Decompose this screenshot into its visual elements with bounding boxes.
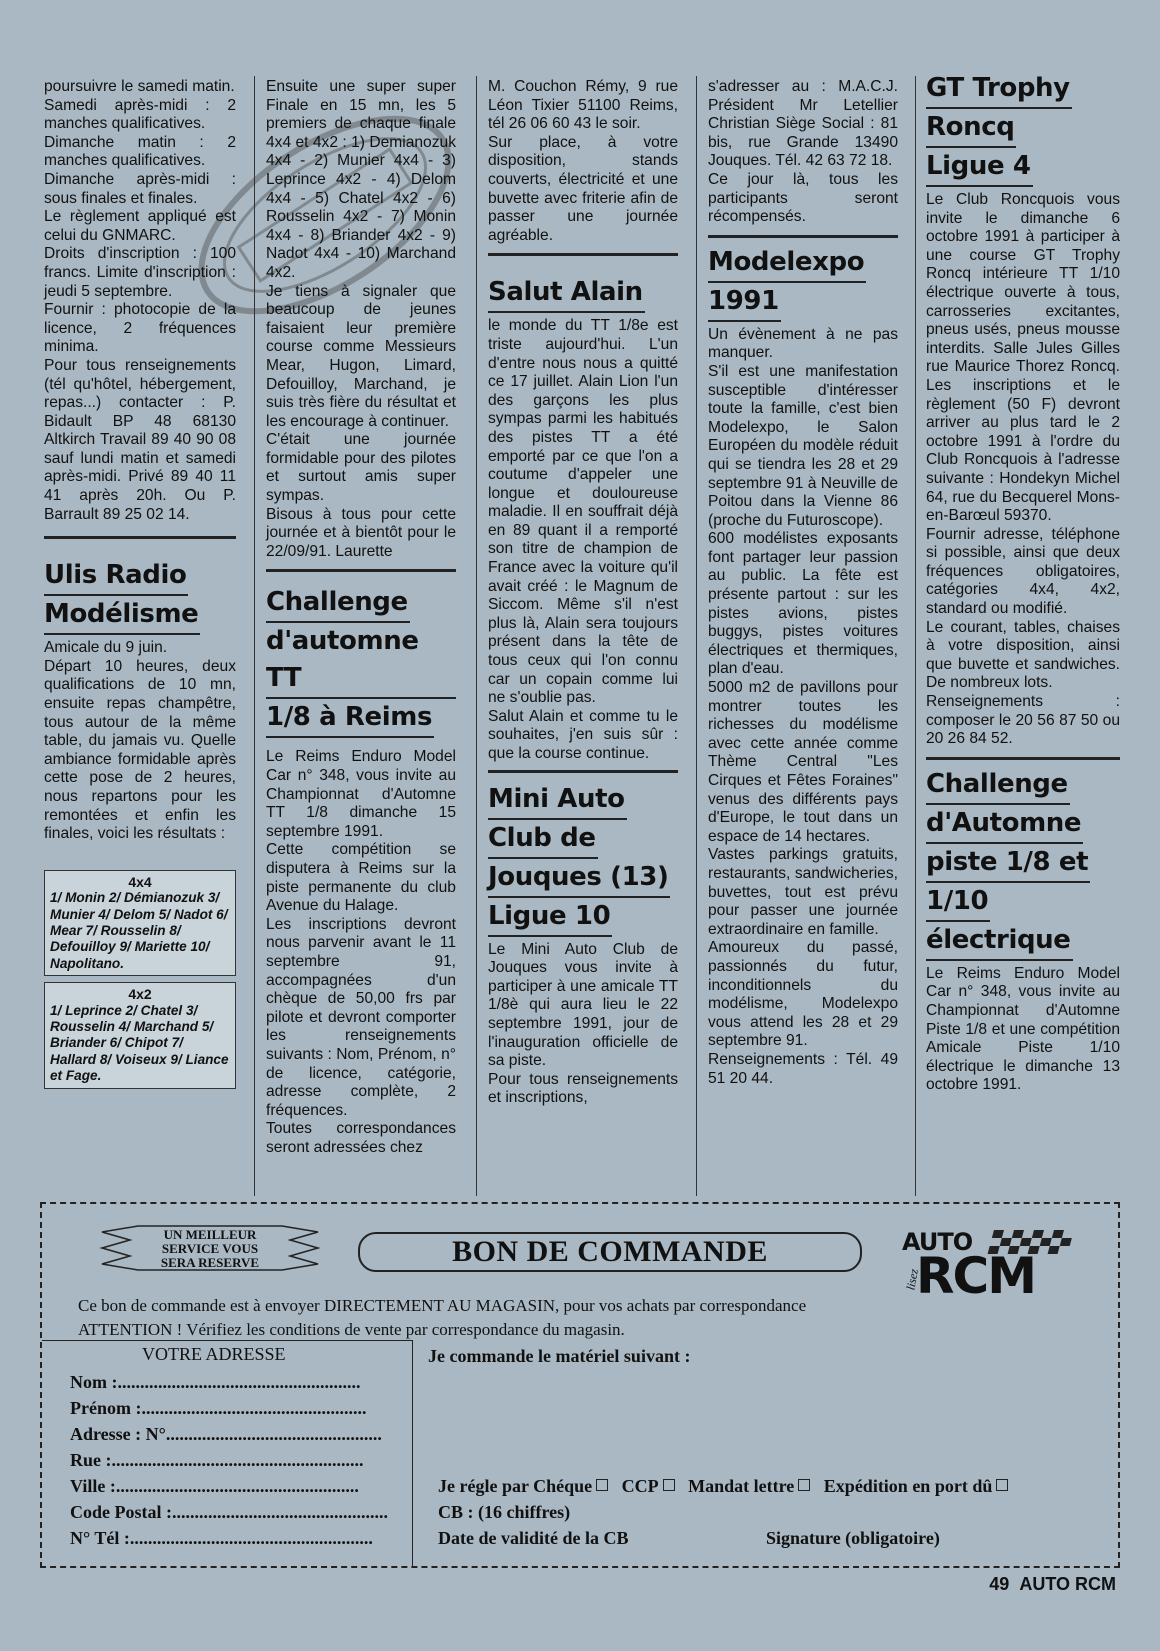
article-heading: Modelexpo 1991 [708, 244, 898, 322]
column-rule [476, 76, 477, 1196]
field-telephone[interactable]: N° Tél :...................................................... [70, 1528, 373, 1548]
service-banner: UN MEILLEUR SERVICE VOUS SERA RESERVE [98, 1222, 322, 1274]
field-rue[interactable]: Rue :........................................................ [70, 1450, 364, 1470]
cb-validity-field[interactable]: Date de validité de la CB [438, 1528, 629, 1548]
cheque-checkbox[interactable] [596, 1479, 608, 1491]
column-5 [926, 70, 1120, 1095]
paragraph: Dimanche après-midi : sous finales et finales. [44, 170, 236, 207]
mandat-checkbox[interactable] [798, 1479, 810, 1491]
paragraph: Les inscriptions devront nous parvenir avant le 11 septembre 91, accompagnées d'un chèque de 50,00 frs par pilote et devront comporter les renseignements suivants : Nom, Prénom, n° de licence, catégorie, adresse complète, 2 fréquences. [266, 915, 456, 1119]
order-form-title: BON DE COMMANDE [358, 1232, 862, 1272]
paragraph: Fournir : photocopie de la licence, 2 fréquences minima. [44, 301, 236, 356]
section-rule [926, 757, 1120, 760]
paragraph: Pour tous renseignements et inscriptions, [488, 1070, 678, 1107]
paragraph: Le Reims Enduro Model Car n° 348, vous invite au Championnat d'Automne TT 1/8 dimanche 15 septembre 1991. [266, 748, 456, 840]
paragraph: Bisous à tous pour cette journée et à bientôt pour le 22/09/91. Laurette [266, 505, 456, 560]
article-heading: Salut Alain [488, 274, 678, 313]
paragraph: poursuivre le samedi matin. [44, 78, 235, 95]
section-rule [708, 235, 898, 238]
results-box-4x2: 4x2 1/ Leprince 2/ Chatel 3/ Rousselin 4/ Marchand 5/ Briander 6/ Chipot 7/ Hallard 8/ Voiseux 9/ Liance et Fage. [44, 982, 236, 1088]
auto-rcm-logo: AUTO lisez RCM [902, 1224, 1102, 1304]
column-2 [266, 78, 456, 1158]
results-box-4x4: 4x4 1/ Monin 2/ Démianozuk 3/ Munier 4/ Delom 5/ Nadot 6/ Mear 7/ Rousselin 8/ Defouilloy 9/ Mariette 10/ Napolitano. [44, 870, 236, 976]
paragraph: C'était une journée formidable pour des pilotes et surtout amis super sympas. [266, 431, 456, 505]
order-form [40, 1202, 1120, 1568]
address-title: VOTRE ADRESSE [142, 1344, 286, 1364]
payment-options: Je régle par Chéque CCP Mandat lettre Expédition en port dû [438, 1476, 1008, 1497]
paragraph: Ensuite une super super Finale en 15 mn, les 5 premiers de chaque finale 4x4 et 4x2 : 1) Demianozuk 4x4 - 2) Munier 4x4 - 3) Leprince 4x2 - 4) Delom 4x4 - 5) Chatel 4x2 - 6) Rousselin 4x2 - 7) Monin 4x4 - 8) Briander 4x2 - 9) Nadot 4x4 - 10) Marchand 4x2. [266, 78, 456, 281]
field-ville[interactable]: Ville :...................................................... [70, 1476, 359, 1496]
column-rule [915, 76, 916, 1196]
paragraph: Cette compétition se disputera à Reims sur la piste permanente du club Avenue du Halage. [266, 841, 456, 915]
column-rule [254, 76, 255, 1196]
paragraph: 600 modélistes exposants font partager leur passion au public. La fête est présente partout : sur les pistes avions, pistes buggys, pistes voitures électriques et thermiques, plan d'eau. [708, 530, 898, 678]
paragraph: le monde du TT 1/8e est triste aujourd'hui. L'un d'entre nous nous a quitté ce 17 juillet. Alain Lion l'un des garçons les plus sympas parmi les habitués des pistes TT a été emporté par ce que l'on a coutume d'appeler une longue et douloureuse maladie. Il en souffrait déjà en 89 quant il a remporté son titre de champion de France avec la voiture qu'il avait créé : le Magnum de Siccom. Même s'il n'est plus là, Alain sera toujours présent dans la tête de tous ceux qui l'on connu car un copain comme lui ne s'oublie pas. [488, 317, 678, 707]
paragraph: Le Mini Auto Club de Jouques vous invite à participer à une amicale TT 1/8è qui aura lieu le 22 septembre 1991, jour de l'inauguration officielle de sa piste. [488, 940, 678, 1070]
signature-field[interactable]: Signature (obligatoire) [766, 1528, 940, 1548]
paragraph: Fournir adresse, téléphone si possible, ainsi que deux fréquences obligatoires, catégories 4x4, 4x2, standard ou modifié. [926, 525, 1120, 618]
paragraph: Un évènement à ne pas manquer. [708, 325, 898, 362]
article-heading: GT Trophy Roncq Ligue 4 [926, 70, 1120, 187]
paragraph: Le Reims Enduro Model Car n° 348, vous invite au Championnat d'Automne Piste 1/8 et une compétition Amicale Piste 1/10 électrique le dimanche 13 octobre 1991. [926, 964, 1120, 1094]
paragraph: Vastes parkings gratuits, restaurants, sandwicheries, buvettes, tout est prévu pour passer une journée extraordinaire en famille. [708, 846, 898, 938]
paragraph: S'il est une manifestation susceptible d'intéresser toute la famille, c'est bien Modelexpo, le Salon Européen du modèle réduit qui se tiendra les 28 et 29 septembre 91 à Neuville de Poitou dans la Vienne 86 (proche du Futuroscope). [708, 362, 898, 529]
section-rule [266, 569, 456, 572]
page-footer: 49 AUTO RCM [989, 1574, 1116, 1594]
paragraph: Le Club Roncquois vous invite le dimanche 6 octobre 1991 à participer à une course GT Trophy Roncq intérieure TT 1/10 électrique ouverte à tous, carrosseries excitantes, pneus usés, pneus mousse interdits. Salle Jules Gilles rue Maurice Thorez Roncq. Les inscriptions et le règlement (50 F) devront arriver au plus tard le 2 octobre 1991 à l'ordre du Club Roncquois à l'adresse suivante : Hondekyn Michel 64, rue du Becquerel Mons-en-Barœul 59370. [926, 191, 1120, 525]
section-rule [44, 536, 236, 539]
paragraph: Le règlement appliqué est celui du GNMARC. [44, 208, 236, 244]
paragraph: Amicale du 9 juin. [44, 639, 168, 657]
field-prenom[interactable]: Prénom :.................................................. [70, 1398, 367, 1418]
paragraph: Samedi après-midi : 2 manches qualificatives. [44, 96, 236, 133]
field-adresse[interactable]: Adresse : N°................................................ [70, 1424, 382, 1444]
paragraph: Sur place, à votre disposition, stands couverts, électricité et une buvette avec friterie afin de passer une journée agréable. [488, 133, 678, 244]
column-4 [708, 78, 898, 1088]
section-rule [488, 253, 678, 256]
field-nom[interactable]: Nom :...................................................... [70, 1372, 361, 1392]
order-form-intro: Ce bon de commande est à envoyer DIRECTEMENT AU MAGASIN, pour vos achats par correspondance ATTENTION ! Vérifiez les conditions de vente par correspondance du magasin. [78, 1296, 807, 1339]
paragraph: Je tiens à signaler que beaucoup de jeunes faisaient leur première course comme Messieurs Mear, Hugon, Limard, Defouilloy, Marchand, je suis très fière du résultat et les encourage à continuer. [266, 282, 456, 430]
article-heading: Challenge d'automne TT 1/8 à Reims [266, 584, 456, 738]
paragraph: Dimanche matin : 2 manches qualificatives. [44, 133, 236, 170]
paragraph: Départ 10 heures, deux qualifications de 10 mn, ensuite repas champêtre, tous autour de la même table, du jamais vu. Quelle ambiance formidable après cette pose de 2 heures, nous repartons pour les remontées et enfin les finales, voici les résultats : [44, 657, 236, 843]
column-1 [44, 78, 236, 1089]
article-heading: Mini Auto Club de Jouques (13) Ligue 10 [488, 781, 678, 937]
paragraph: Salut Alain et comme tu le souhaites, j'en suis sûr : que la course continue. [488, 707, 678, 762]
paragraph: Le courant, tables, chaises à votre disposition, ainsi que buvette et sandwiches. De nombreux lots. [926, 618, 1120, 692]
expedition-checkbox[interactable] [996, 1479, 1008, 1491]
column-3 [488, 78, 678, 1108]
paragraph: Toutes correspondances seront adressées chez [266, 1120, 456, 1156]
cb-number-field[interactable]: CB : (16 chiffres) [438, 1502, 571, 1522]
paragraph: Droits d'inscription : 100 francs. Limite d'inscription : jeudi 5 septembre. [44, 245, 236, 300]
field-code-postal[interactable]: Code Postal :................................................ [70, 1502, 388, 1522]
paragraph: M. Couchon Rémy, 9 rue Léon Tixier 51100 Reims, tél 26 06 60 43 le soir. [488, 78, 678, 133]
ccp-checkbox[interactable] [663, 1479, 675, 1491]
section-rule [488, 770, 678, 773]
paragraph: Ce jour là, tous les participants seront récompensés. [708, 170, 898, 226]
article-heading: Challenge d'Automne piste 1/8 et 1/10 électrique [926, 766, 1120, 961]
column-rule [696, 76, 697, 1196]
article-heading: Ulis Radio Modélisme [44, 557, 236, 635]
paragraph: s'adresser au : M.A.C.J. Président Mr Letellier Christian Siège Social : 81 bis, rue Grande 13490 Jouques. Tél. 42 63 72 18. [708, 78, 898, 170]
paragraph: Renseignements : composer le 20 56 87 50 ou 20 26 84 52. [926, 693, 1120, 748]
paragraph: 5000 m2 de pavillons pour montrer toutes les richesses du modélisme avec cette année comme Thème Central "Les Cirques et Fêtes Foraines" venus des différents pays d'Europe, le tout dans un espace de 14 hectares. [708, 679, 898, 845]
order-items-label: Je commande le matériel suivant : [428, 1346, 691, 1366]
paragraph: Amoureux du passé, passionnés du futur, inconditionnels du modélisme, Modelexpo vous attend les 28 et 29 septembre 91. [708, 939, 898, 1050]
paragraph: Renseignements : Tél. 49 51 20 44. [708, 1050, 898, 1087]
paragraph: Pour tous renseignements (tél qu'hôtel, hébergement, repas...) contacter : P. Bidault BP 48 68130 Altkirch Travail 89 40 90 08 sauf lundi matin et samedi après-midi. Privé 89 40 11 41 après 20h. Ou P. Barrault 89 25 02 14. [44, 356, 236, 523]
